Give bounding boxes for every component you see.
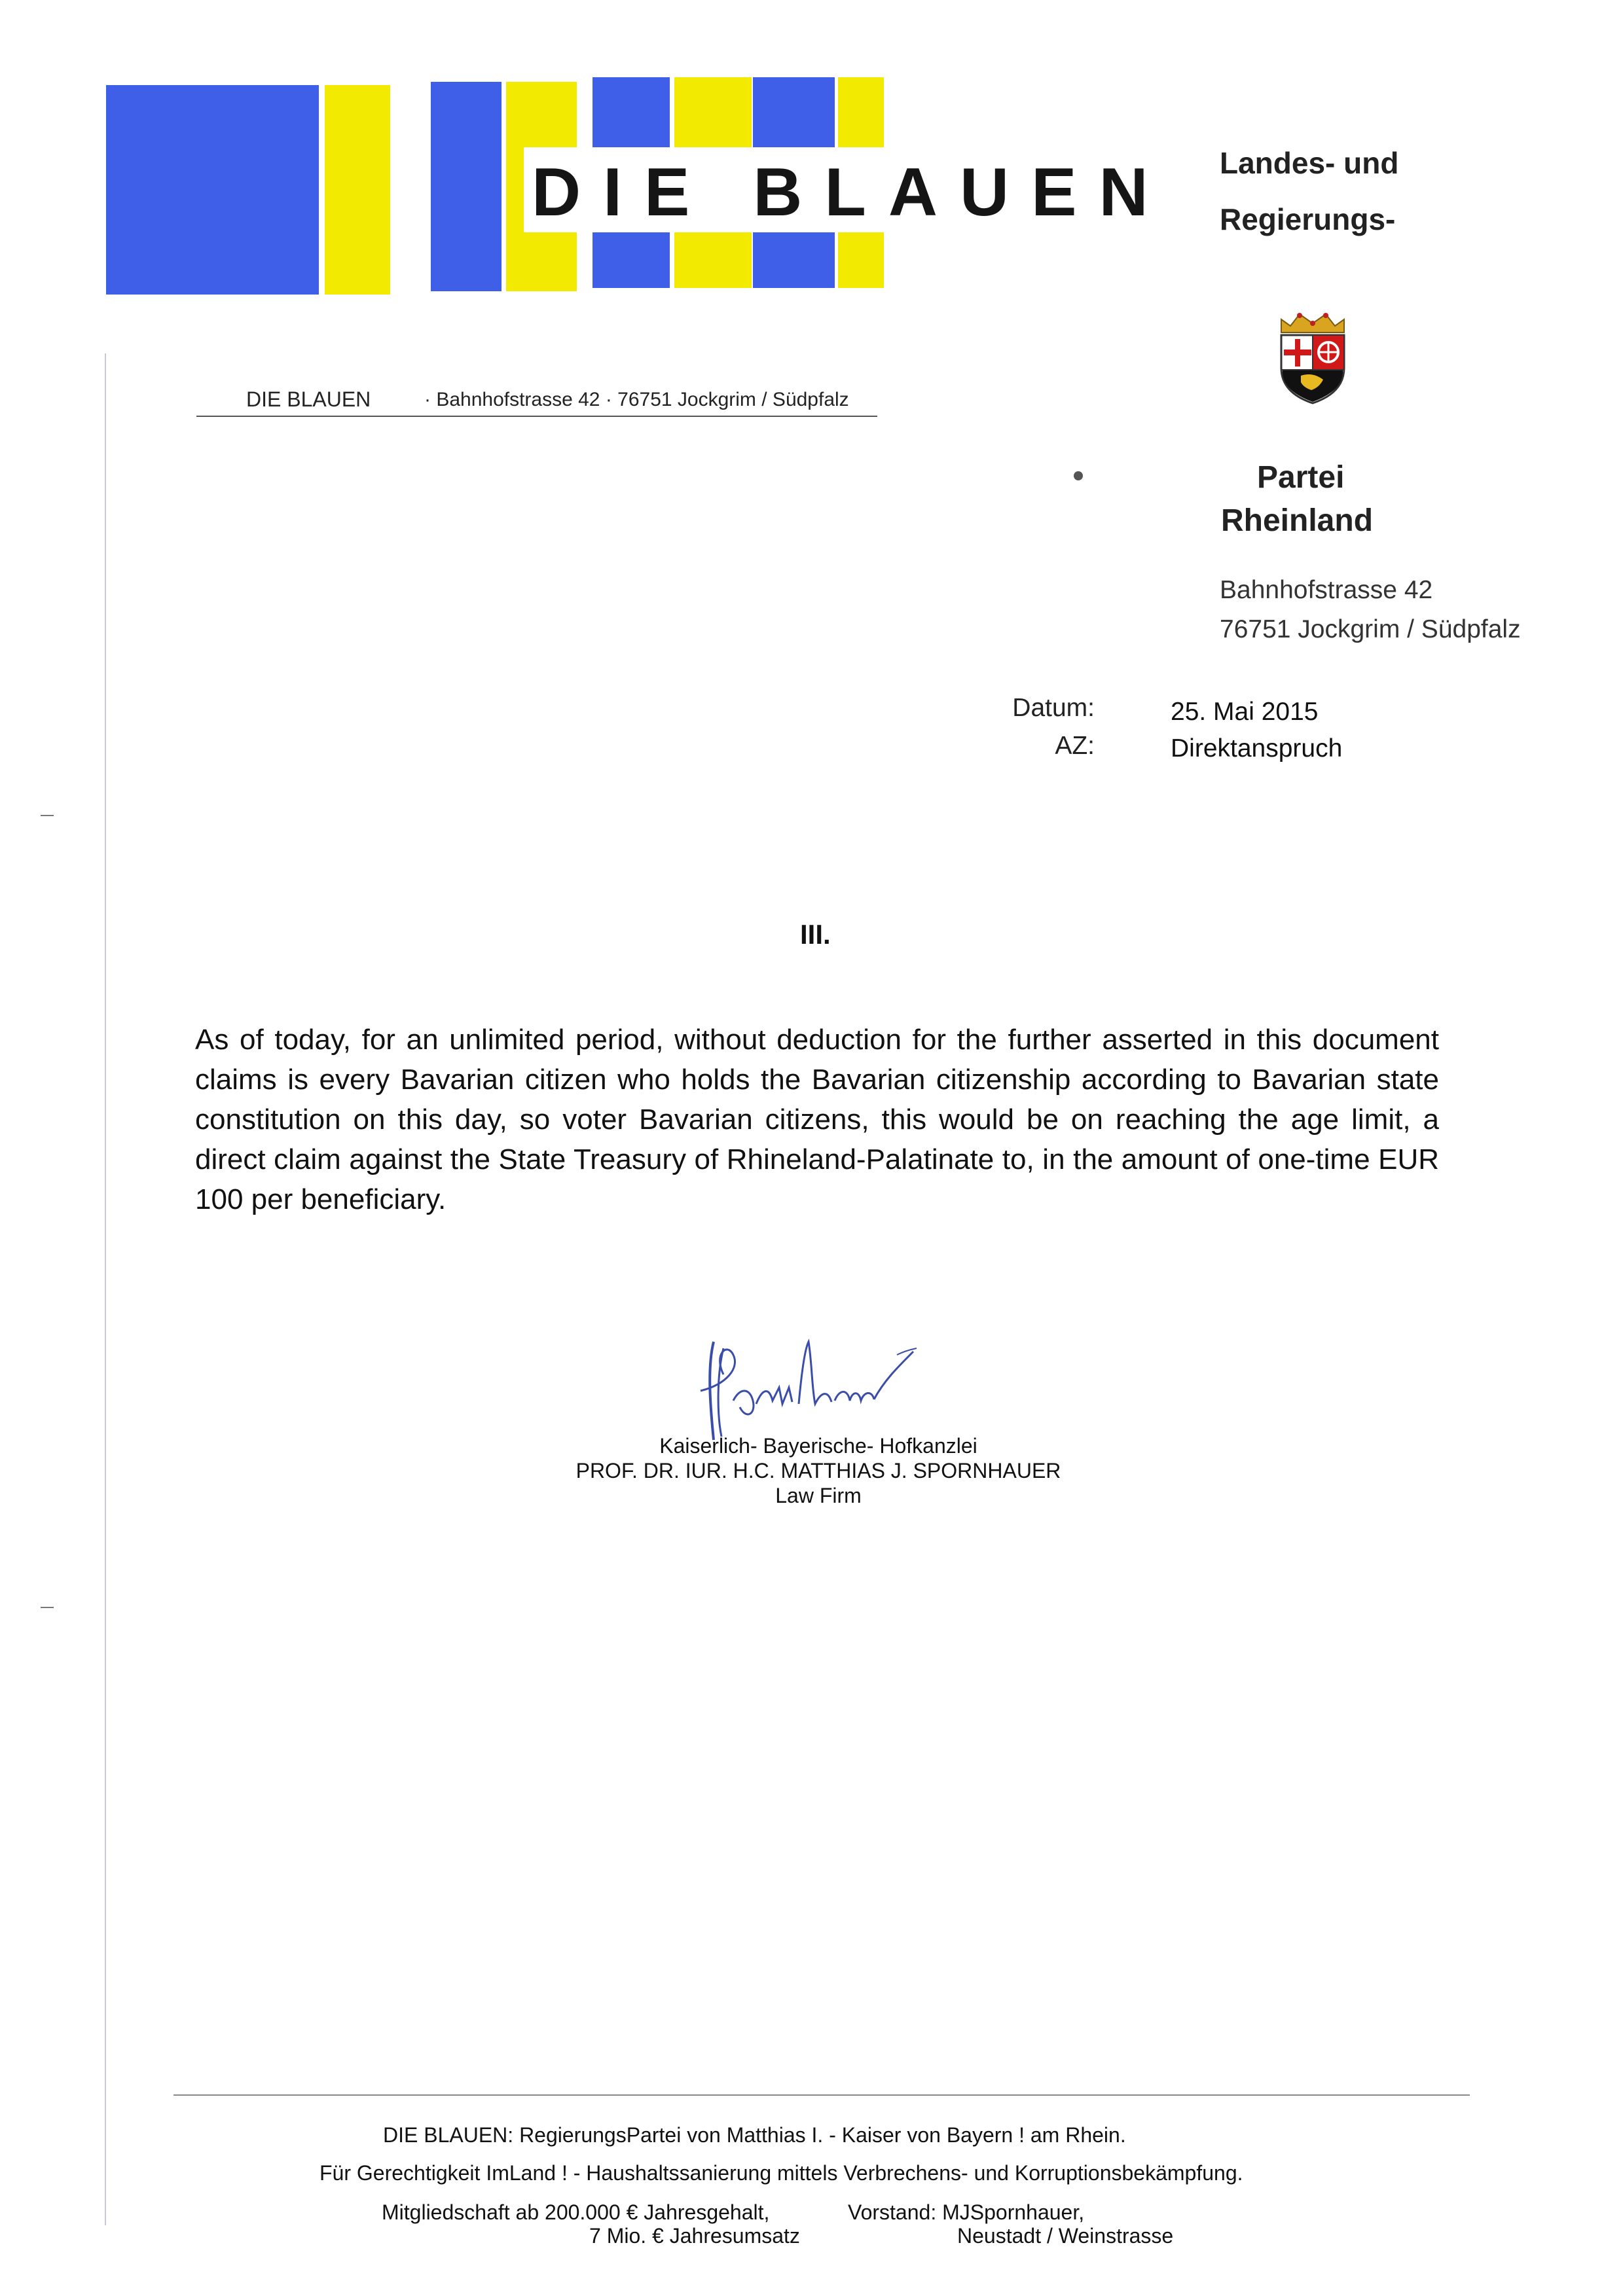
- footer-line4b: Neustadt / Weinstrasse: [957, 2224, 1174, 2248]
- coat-of-arms-icon: [1273, 308, 1352, 406]
- footer-rule: [173, 2094, 1470, 2096]
- fold-mark-bottom: [41, 1607, 54, 1608]
- signature-line3: Law Firm: [775, 1484, 862, 1507]
- footer-line3b: Vorstand: MJSpornhauer,: [848, 2200, 1085, 2224]
- sender-address: · Bahnhofstrasse 42 · 76751 Jockgrim / Südpfalz: [424, 389, 849, 410]
- signature-line1: Kaiserlich- Bayerische- Hofkanzlei: [659, 1434, 977, 1458]
- section-number: III.: [800, 919, 831, 950]
- signature-line2: PROF. DR. IUR. H.C. MATTHIAS J. SPORNHAUER: [575, 1459, 1061, 1482]
- date-value: 25. Mai 2015: [1171, 698, 1319, 726]
- body-paragraph: As of today, for an unlimited period, without deduction for the further asserted in this document claims is every Bavarian citizen who holds the Bavarian citizenship according to Bavarian state constitution on this day, so voter Bavarian citizens, this would be on reaching the age limit, a direct claim against the State Treasury of Rhineland-Palatinate to, in the amount of one-time EUR 100 per beneficiary.: [195, 1024, 1439, 1215]
- footer-line2: Für Gerechtigkeit ImLand ! - Haushaltssanierung mittels Verbrechens- und Korruptionsbekämpfung.: [319, 2161, 1243, 2185]
- sender-rule: [196, 416, 877, 417]
- recipient-line2: Rheinland: [1221, 503, 1374, 538]
- header-title-line1: Landes- und: [1220, 146, 1399, 180]
- fold-mark-top: [41, 815, 54, 816]
- footer-line4a: 7 Mio. € Jahresumsatz: [589, 2224, 800, 2248]
- header-title-line2: Regierungs-: [1220, 202, 1396, 236]
- recipient-city: 76751 Jockgrim / Südpfalz: [1220, 615, 1521, 643]
- left-margin-rule: [105, 353, 106, 2225]
- reference-label: AZ:: [1055, 732, 1095, 760]
- sender-name: DIE BLAUEN: [246, 387, 371, 411]
- footer-line3a: Mitgliedschaft ab 200.000 € Jahresgehalt,: [382, 2200, 770, 2224]
- recipient-street: Bahnhofstrasse 42: [1220, 576, 1433, 604]
- recipient-line1: Partei: [1257, 460, 1345, 495]
- signature-block: [458, 1433, 1178, 1508]
- reference-value: Direktanspruch: [1171, 734, 1343, 762]
- date-label: Datum:: [1012, 694, 1095, 722]
- footer-line1: DIE BLAUEN: RegierungsPartei von Matthias I. - Kaiser von Bayern ! am Rhein.: [383, 2123, 1126, 2147]
- bullet-dot: [1074, 471, 1083, 480]
- logo-wordmark: DIE BLAUEN: [532, 154, 1171, 230]
